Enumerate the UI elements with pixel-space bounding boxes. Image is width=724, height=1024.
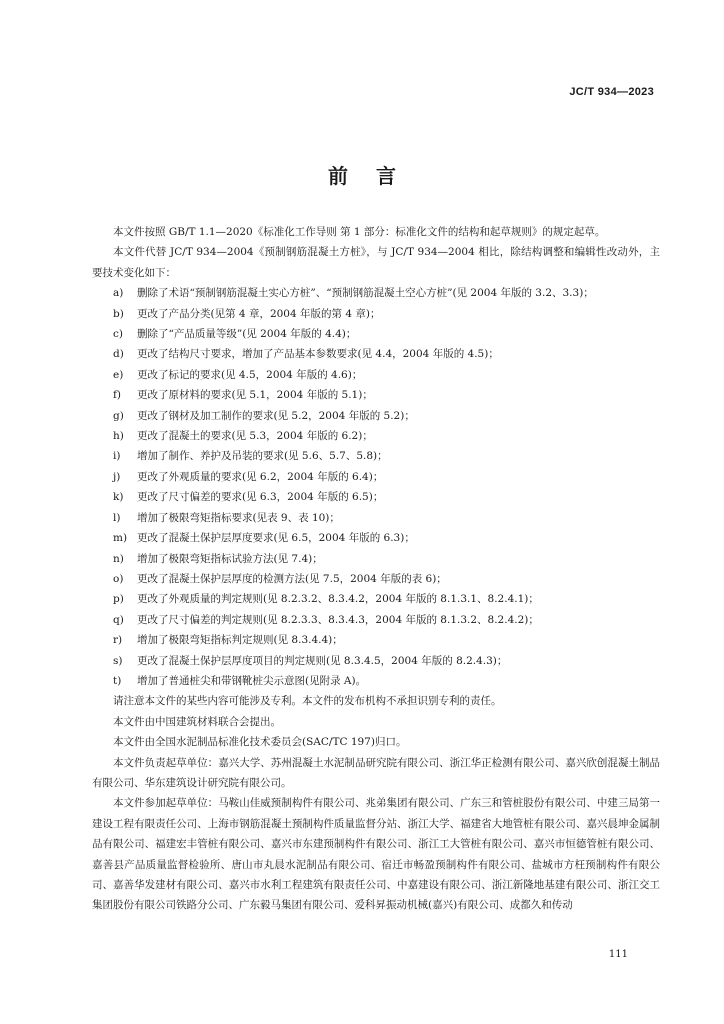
list-item-text: 更改了尺寸偏差的判定规则(见 8.2.3.3、8.3.4.3，2004 年版的 8.1.3.2、8.2.4.2)； [137, 613, 539, 626]
list-item-text: 增加了极限弯矩指标判定规则(见 8.3.4.4)； [137, 634, 343, 647]
list-item [92, 406, 660, 426]
list-item-text: 更改了混凝土保护层厚度的检测方法(见 7.5，2004 年版的表 6)； [137, 572, 447, 585]
list-item-mark: k) [113, 491, 124, 504]
list-item-mark: j) [113, 470, 121, 483]
list-item [92, 446, 660, 466]
list-item-text: 增加了极限弯矩指标要求(见表 9、表 10)； [137, 511, 340, 524]
list-item [92, 610, 660, 630]
list-item-mark: b) [113, 307, 124, 320]
drafting-units-statement: 本文件负责起草单位：嘉兴大学、苏州混凝土水泥制品研究院有限公司、浙江华正检测有限公司、嘉兴欣创混凝土制品有限公司、华东建筑设计研究院有限公司。 [92, 756, 660, 789]
page-title: 前言 [328, 164, 424, 188]
list-item-text: 增加了制作、养护及吊装的要求(见 5.6、5.7、5.8)； [137, 450, 388, 463]
list-item-mark: f) [113, 389, 121, 402]
list-item-mark: c) [113, 328, 123, 341]
list-item-text: 更改了外观质量的判定规则(见 8.2.3.2、8.3.4.2，2004 年版的 8.1.3.1、8.2.4.1)； [137, 593, 539, 606]
list-item-mark: m) [113, 532, 128, 545]
list-item [92, 283, 660, 303]
list-item [92, 487, 660, 507]
list-item-text: 更改了产品分类(见第 4 章，2004 年版的第 4 章)； [137, 307, 381, 320]
intro-paragraph: 本文件按照 GB/T 1.1—2020《标准化工作导则 第 1 部分：标准化文件的结构和起草规则》的规定起草。 [113, 226, 606, 238]
list-item [92, 467, 660, 487]
list-item-text: 更改了混凝土保护层厚度要求(见 6.5，2004 年版的 6.3)； [137, 532, 415, 545]
list-item-mark: d) [113, 348, 124, 361]
list-item-mark: q) [113, 613, 124, 626]
list-item-mark: p) [113, 593, 124, 606]
list-item [92, 426, 660, 446]
list-item-mark: o) [113, 572, 124, 585]
list-item-text: 更改了外观质量的要求(见 6.2，2004 年版的 6.4)； [137, 470, 384, 483]
list-item-text: 增加了极限弯矩指标试验方法(见 7.4)； [137, 552, 323, 565]
list-item [92, 508, 660, 528]
list-item-text: 增加了普通桩尖和带钢靴桩尖示意图(见附录 A)。 [137, 674, 367, 687]
list-item-mark: l) [113, 511, 121, 524]
list-item-mark: i) [113, 450, 121, 463]
list-item-mark: h) [113, 430, 124, 443]
list-item-text: 更改了结构尺寸要求，增加了产品基本参数要求(见 4.4，2004 年版的 4.5)； [137, 348, 499, 361]
participating-units-statement: 本文件参加起草单位：马鞍山佳威预制构件有限公司、兆弟集团有限公司、广东三和管桩股份有限公司、中建三局第一建设工程有限责任公司、上海市钢筋混凝土预制构件质量监督分站、浙江大学、福建省大地管桩有限公司、嘉兴晨坤金属制品有限公司、福建宏丰管桩有限公司、嘉兴市东建预制构件有限公司、浙江工大管桩有限公司、嘉兴市恒德管桩有限公司、嘉善县产品质量监督检验所、唐山市丸晨水泥制品有限公司、宿迁市畅盈预制构件有限公司、盐城市方枉预制构件有限公司、嘉善华发建材有限公司、嘉兴市水利工程建筑有限责任公司、中嘉建设有限公司、浙江新隆地基建有限公司、浙江交工集团股份有限公司铁路分公司、广东毅马集团有限公司、爱科昇振动机械(嘉兴)有限公司、成都久和传动 [92, 797, 660, 912]
list-item-text: 更改了原材料的要求(见 5.1，2004 年版的 5.1)； [137, 389, 373, 402]
list-item [92, 385, 660, 405]
replacement-paragraph: 本文件代替 JC/T 934—2004《预制钢筋混凝土方桩》，与 JC/T 934—2004 相比，除结构调整和编辑性改动外，主要技术变化如下： [92, 246, 660, 279]
proposer-statement: 本文件由中国建筑材料联合会提出。 [113, 715, 281, 728]
centralized-statement: 本文件由全国水泥制品标准化技术委员会(SAC/TC 197)归口。 [113, 736, 407, 749]
list-item [92, 304, 660, 324]
list-item-mark: e) [113, 368, 124, 381]
list-item-text: 更改了标记的要求(见 4.5，2004 年版的 4.6)； [137, 368, 363, 381]
list-item-text: 删除了“产品质量等级”(见 2004 年版的 4.4)； [137, 328, 357, 341]
list-item [92, 365, 660, 385]
list-item-text: 更改了混凝土保护层厚度项目的判定规则(见 8.3.4.5，2004 年版的 8.2.4.3)； [137, 654, 508, 667]
list-item-text: 更改了尺寸偏差的要求(见 6.3，2004 年版的 6.5)； [137, 491, 384, 504]
list-item [92, 344, 660, 364]
list-item-mark: n) [113, 552, 124, 565]
list-item [92, 569, 660, 589]
list-item [92, 671, 660, 691]
list-item-mark: r) [113, 634, 123, 647]
list-item [92, 324, 660, 344]
list-item [92, 630, 660, 650]
list-item-text: 删除了术语“预制钢筋混凝土实心方桩”、“预制钢筋混凝土空心方桩”(见 2004 年版的 3.2、3.3)； [137, 287, 594, 300]
foreword-body [92, 222, 660, 916]
list-item-mark: s) [113, 654, 123, 667]
list-item-text: 更改了混凝土的要求(见 5.3，2004 年版的 6.2)； [137, 430, 373, 443]
list-item-mark: t) [113, 674, 122, 687]
list-item-text: 更改了钢材及加工制作的要求(见 5.2，2004 年版的 5.2)； [137, 409, 415, 422]
list-item [92, 651, 660, 671]
list-item [92, 528, 660, 548]
list-item [92, 589, 660, 609]
changes-list [92, 283, 660, 691]
list-item-mark: a) [113, 287, 124, 300]
list-item [92, 549, 660, 569]
list-item-mark: g) [113, 409, 124, 422]
patent-notice: 请注意本文件的某些内容可能涉及专利。本文件的发布机构不承担识别专利的责任。 [113, 695, 502, 708]
standard-code-header: JC/T 934—2023 [569, 86, 654, 98]
page-number: 111 [608, 949, 628, 960]
